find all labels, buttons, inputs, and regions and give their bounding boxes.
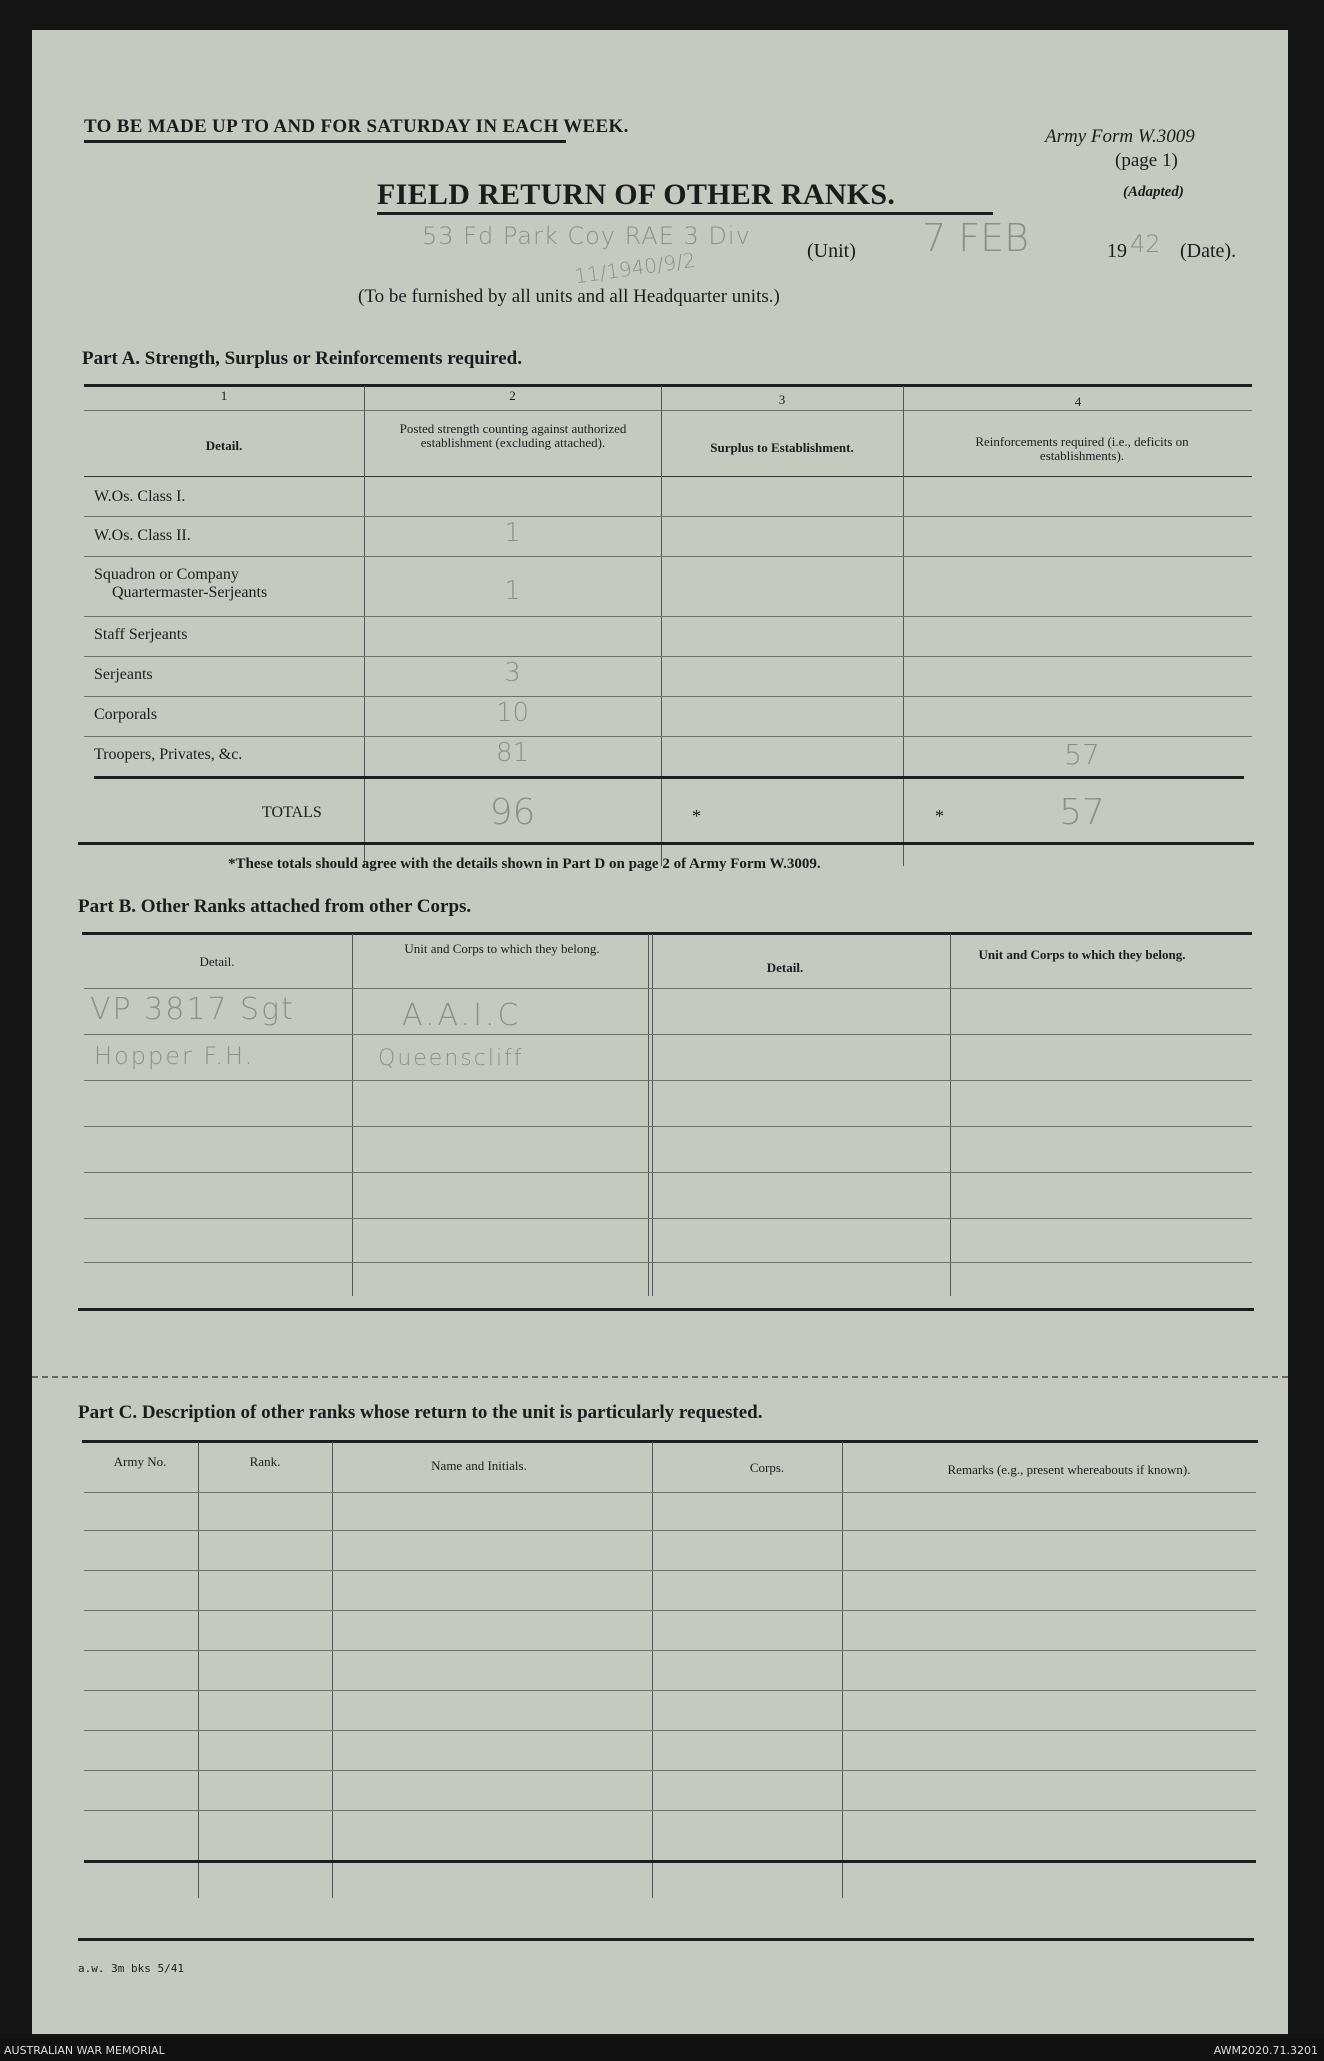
row-label-wo1: W.Os. Class I. bbox=[94, 488, 186, 505]
value-pte-reinf: 57 bbox=[1064, 738, 1100, 771]
row-label-staff-sgt: Staff Serjeants bbox=[94, 626, 188, 643]
form-adapted: (Adapted) bbox=[1123, 184, 1184, 200]
row-label-cqms: Squadron or Company bbox=[94, 566, 239, 583]
part-b-row-rule bbox=[84, 1218, 1252, 1219]
reference-stamp: 11/1940/9/2 bbox=[572, 247, 698, 289]
row-rule bbox=[84, 516, 1252, 517]
header-rule bbox=[84, 476, 1252, 477]
totals-posted: 96 bbox=[489, 792, 536, 833]
part-c-row-rule bbox=[84, 1730, 1256, 1731]
part-c-top-rule bbox=[82, 1440, 1258, 1443]
instruction-underline bbox=[84, 140, 566, 143]
part-c-row-rule bbox=[84, 1610, 1256, 1611]
unit-handwritten: 53 Fd Park Coy RAE 3 Div bbox=[422, 222, 751, 250]
totals-label: TOTALS bbox=[262, 804, 322, 821]
col-number-3: 3 bbox=[778, 392, 786, 407]
totals-surplus-mark: * bbox=[692, 806, 701, 826]
part-b-row-rule bbox=[84, 1262, 1252, 1263]
archive-left-label: AUSTRALIAN WAR MEMORIAL bbox=[4, 2044, 165, 2057]
instruction-text: TO BE MADE UP TO AND FOR SATURDAY IN EACH WEEK. bbox=[84, 116, 629, 137]
title-underline bbox=[377, 212, 993, 215]
archive-right-label: AWM2020.71.3201 bbox=[1213, 2044, 1318, 2057]
row-rule bbox=[84, 736, 1252, 737]
part-b-heading: Part B. Other Ranks attached from other Corps. bbox=[78, 896, 472, 917]
totals-reinf: 57 bbox=[1059, 792, 1105, 833]
part-b-entry-detail-1: VP 3817 Sgt bbox=[90, 992, 295, 1027]
col-number-rule bbox=[84, 410, 1252, 411]
part-a-vrule-2 bbox=[661, 386, 662, 866]
header-detail: Detail. bbox=[205, 438, 243, 453]
form-sheet bbox=[32, 30, 1288, 2034]
part-c-header-army-no: Army No. bbox=[113, 1454, 167, 1469]
part-c-bottom-rule bbox=[78, 1938, 1254, 1941]
part-b-header-detail-2: Detail. bbox=[766, 960, 804, 975]
part-a-footnote: *These totals should agree with the details shown in Part D on page 2 of Army Form W.3009. bbox=[228, 856, 821, 872]
part-c-row-rule bbox=[84, 1530, 1256, 1531]
form-page: (page 1) bbox=[1115, 150, 1178, 171]
totals-top-rule bbox=[94, 776, 1244, 779]
value-cqms-posted: 1 bbox=[504, 576, 521, 606]
header-surplus: Surplus to Establishment. bbox=[710, 440, 854, 455]
part-c-header-corps: Corps. bbox=[749, 1460, 785, 1475]
part-a-vrule-3 bbox=[903, 386, 904, 866]
unit-label: (Unit) bbox=[807, 240, 856, 262]
part-c-row-rule bbox=[84, 1690, 1256, 1691]
part-b-header-rule bbox=[84, 988, 1252, 989]
row-rule bbox=[84, 616, 1252, 617]
col-number-4: 4 bbox=[1074, 394, 1082, 409]
archive-strip bbox=[0, 2038, 1324, 2061]
part-c-row-rule bbox=[84, 1650, 1256, 1651]
row-rule bbox=[84, 696, 1252, 697]
value-cpl-posted: 10 bbox=[495, 698, 530, 728]
year-prefix: 19 bbox=[1107, 240, 1127, 262]
part-c-header-name: Name and Initials. bbox=[431, 1458, 527, 1473]
part-b-entry-unit-1: A.A.I.C bbox=[402, 998, 522, 1033]
date-handwritten: 7 FEB bbox=[922, 216, 1030, 260]
row-label-sgt: Serjeants bbox=[94, 666, 153, 683]
part-a-top-rule bbox=[84, 384, 1252, 387]
part-b-row-rule bbox=[84, 1034, 1252, 1035]
form-title: FIELD RETURN OF OTHER RANKS. bbox=[377, 178, 896, 211]
part-c-vrule-1 bbox=[198, 1442, 199, 1898]
totals-reinf-mark: * bbox=[935, 806, 944, 826]
form-id: Army Form W.3009 bbox=[1045, 126, 1195, 147]
row-label-wo2: W.Os. Class II. bbox=[94, 527, 191, 544]
tear-line bbox=[32, 1376, 1288, 1378]
part-b-bottom-rule bbox=[78, 1308, 1254, 1311]
col-number-1: 1 bbox=[220, 388, 228, 403]
part-c-vrule-2 bbox=[332, 1442, 333, 1898]
col-number-2: 2 bbox=[509, 388, 516, 403]
part-c-header-rank: Rank. bbox=[249, 1454, 281, 1469]
subtitle: (To be furnished by all units and all Headquarter units.) bbox=[358, 286, 780, 307]
part-c-row-rule bbox=[84, 1770, 1256, 1771]
part-b-entry-unit-2: Queenscliff bbox=[378, 1046, 524, 1071]
header-reinforcements: Reinforcements required (i.e., deficits on establishments). bbox=[975, 434, 1189, 463]
row-rule bbox=[84, 556, 1252, 557]
header-posted: Posted strength counting against authorized establishment (excluding attached). bbox=[399, 421, 627, 450]
part-b-row-rule bbox=[84, 1080, 1252, 1081]
part-c-row-rule bbox=[84, 1570, 1256, 1571]
part-b-top-rule bbox=[82, 932, 1252, 935]
part-b-header-detail-1: Detail. bbox=[199, 954, 235, 969]
part-c-row-rule bbox=[84, 1492, 1256, 1493]
part-c-header-remarks: Remarks (e.g., present whereabouts if known). bbox=[947, 1462, 1191, 1477]
value-pte-posted: 81 bbox=[495, 738, 530, 768]
part-c-vrule-3 bbox=[652, 1442, 653, 1898]
row-rule bbox=[84, 656, 1252, 657]
part-c-heading: Part C. Description of other ranks whose return to the unit is particularly requested. bbox=[78, 1402, 763, 1423]
part-b-row-rule bbox=[84, 1172, 1252, 1173]
part-c-lower-rule bbox=[84, 1860, 1256, 1863]
print-code: a.w. 3m bks 5/41 bbox=[78, 1962, 184, 1975]
row-label-cqms-2: Quartermaster-Serjeants bbox=[112, 584, 268, 601]
row-label-pte: Troopers, Privates, &c. bbox=[94, 746, 243, 763]
part-b-header-unit-1: Unit and Corps to which they belong. bbox=[404, 941, 600, 956]
value-sgt-posted: 3 bbox=[504, 658, 521, 688]
part-c-vrule-4 bbox=[842, 1442, 843, 1898]
part-a-heading: Part A. Strength, Surplus or Reinforcements required. bbox=[82, 348, 522, 369]
part-b-row-rule bbox=[84, 1126, 1252, 1127]
part-b-entry-detail-2: Hopper F.H. bbox=[94, 1042, 255, 1070]
row-label-cpl: Corporals bbox=[94, 706, 158, 723]
date-label: (Date). bbox=[1180, 240, 1237, 262]
totals-bottom-rule bbox=[78, 842, 1254, 845]
value-wo2-posted: 1 bbox=[504, 518, 521, 548]
part-b-header-unit-2: Unit and Corps to which they belong. bbox=[978, 947, 1186, 962]
year-handwritten: 42 bbox=[1130, 230, 1161, 258]
part-c-row-rule bbox=[84, 1810, 1256, 1811]
